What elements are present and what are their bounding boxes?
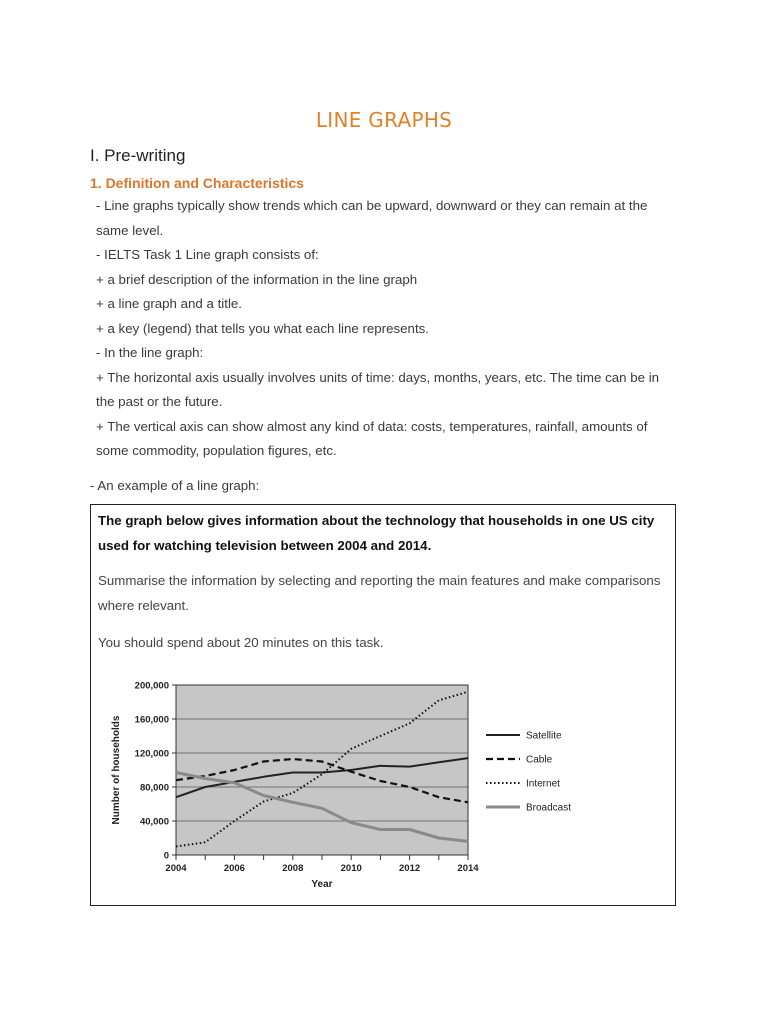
y-tick-label: 120,000 xyxy=(134,748,169,760)
paragraph: - In the line graph: xyxy=(96,345,204,360)
plot-background xyxy=(176,685,468,855)
x-tick-label: 2006 xyxy=(223,863,245,874)
section-heading: I. Pre-writing xyxy=(90,146,186,165)
paragraph: + a key (legend) that tells you what each line represents. xyxy=(96,320,429,336)
x-tick-label: 2010 xyxy=(340,863,362,874)
y-tick-label: 40,000 xyxy=(139,816,169,828)
definition-body xyxy=(96,194,668,464)
y-tick-label: 160,000 xyxy=(134,714,169,726)
task-prompt: The graph below gives information about the technology that households in one US city used for watching television between 2004 and 2014. xyxy=(98,513,655,553)
x-tick-label: 2004 xyxy=(165,863,187,874)
legend-label-broadcast: Broadcast xyxy=(526,802,572,814)
x-tick-label: 2012 xyxy=(399,863,421,874)
task-time-note: You should spend about 20 minutes on this task. xyxy=(98,635,384,650)
subsection-heading: 1. Definition and Characteristics xyxy=(90,175,304,191)
y-tick-label: 200,000 xyxy=(134,681,169,692)
paragraph: + The horizontal axis usually involves units of time: days, months, years, etc. The time can be in the past or the future. xyxy=(96,369,660,409)
task-instruction: Summarise the information by selecting and reporting the main features and make comparisons where relevant. xyxy=(98,573,661,613)
legend-label-cable: Cable xyxy=(526,754,553,766)
y-tick-label: 0 xyxy=(163,850,169,862)
paragraph: - IELTS Task 1 Line graph consists of: xyxy=(96,247,319,262)
paragraph: + The vertical axis can show almost any kind of data: costs, temperatures, rainfall, amounts of some commodity, population figures, etc. xyxy=(96,418,648,458)
x-axis-label: Year xyxy=(311,879,333,890)
legend-label-satellite: Satellite xyxy=(526,730,562,742)
legend-label-internet: Internet xyxy=(526,778,560,790)
paragraph: - Line graphs typically show trends which can be upward, downward or they can remain at the same level. xyxy=(96,198,648,238)
paragraph: + a brief description of the information in the line graph xyxy=(96,271,418,287)
y-tick-label: 80,000 xyxy=(139,782,169,794)
task-box xyxy=(90,504,676,906)
paragraph: + a line graph and a title. xyxy=(96,296,242,311)
example-intro: - An example of a line graph: xyxy=(90,478,260,493)
y-axis-label: Number of households xyxy=(111,715,122,825)
line-chart xyxy=(106,681,586,903)
x-tick-label: 2008 xyxy=(282,863,304,874)
x-tick-label: 2014 xyxy=(457,863,479,874)
page-title: LINE GRAPHS xyxy=(315,108,453,132)
